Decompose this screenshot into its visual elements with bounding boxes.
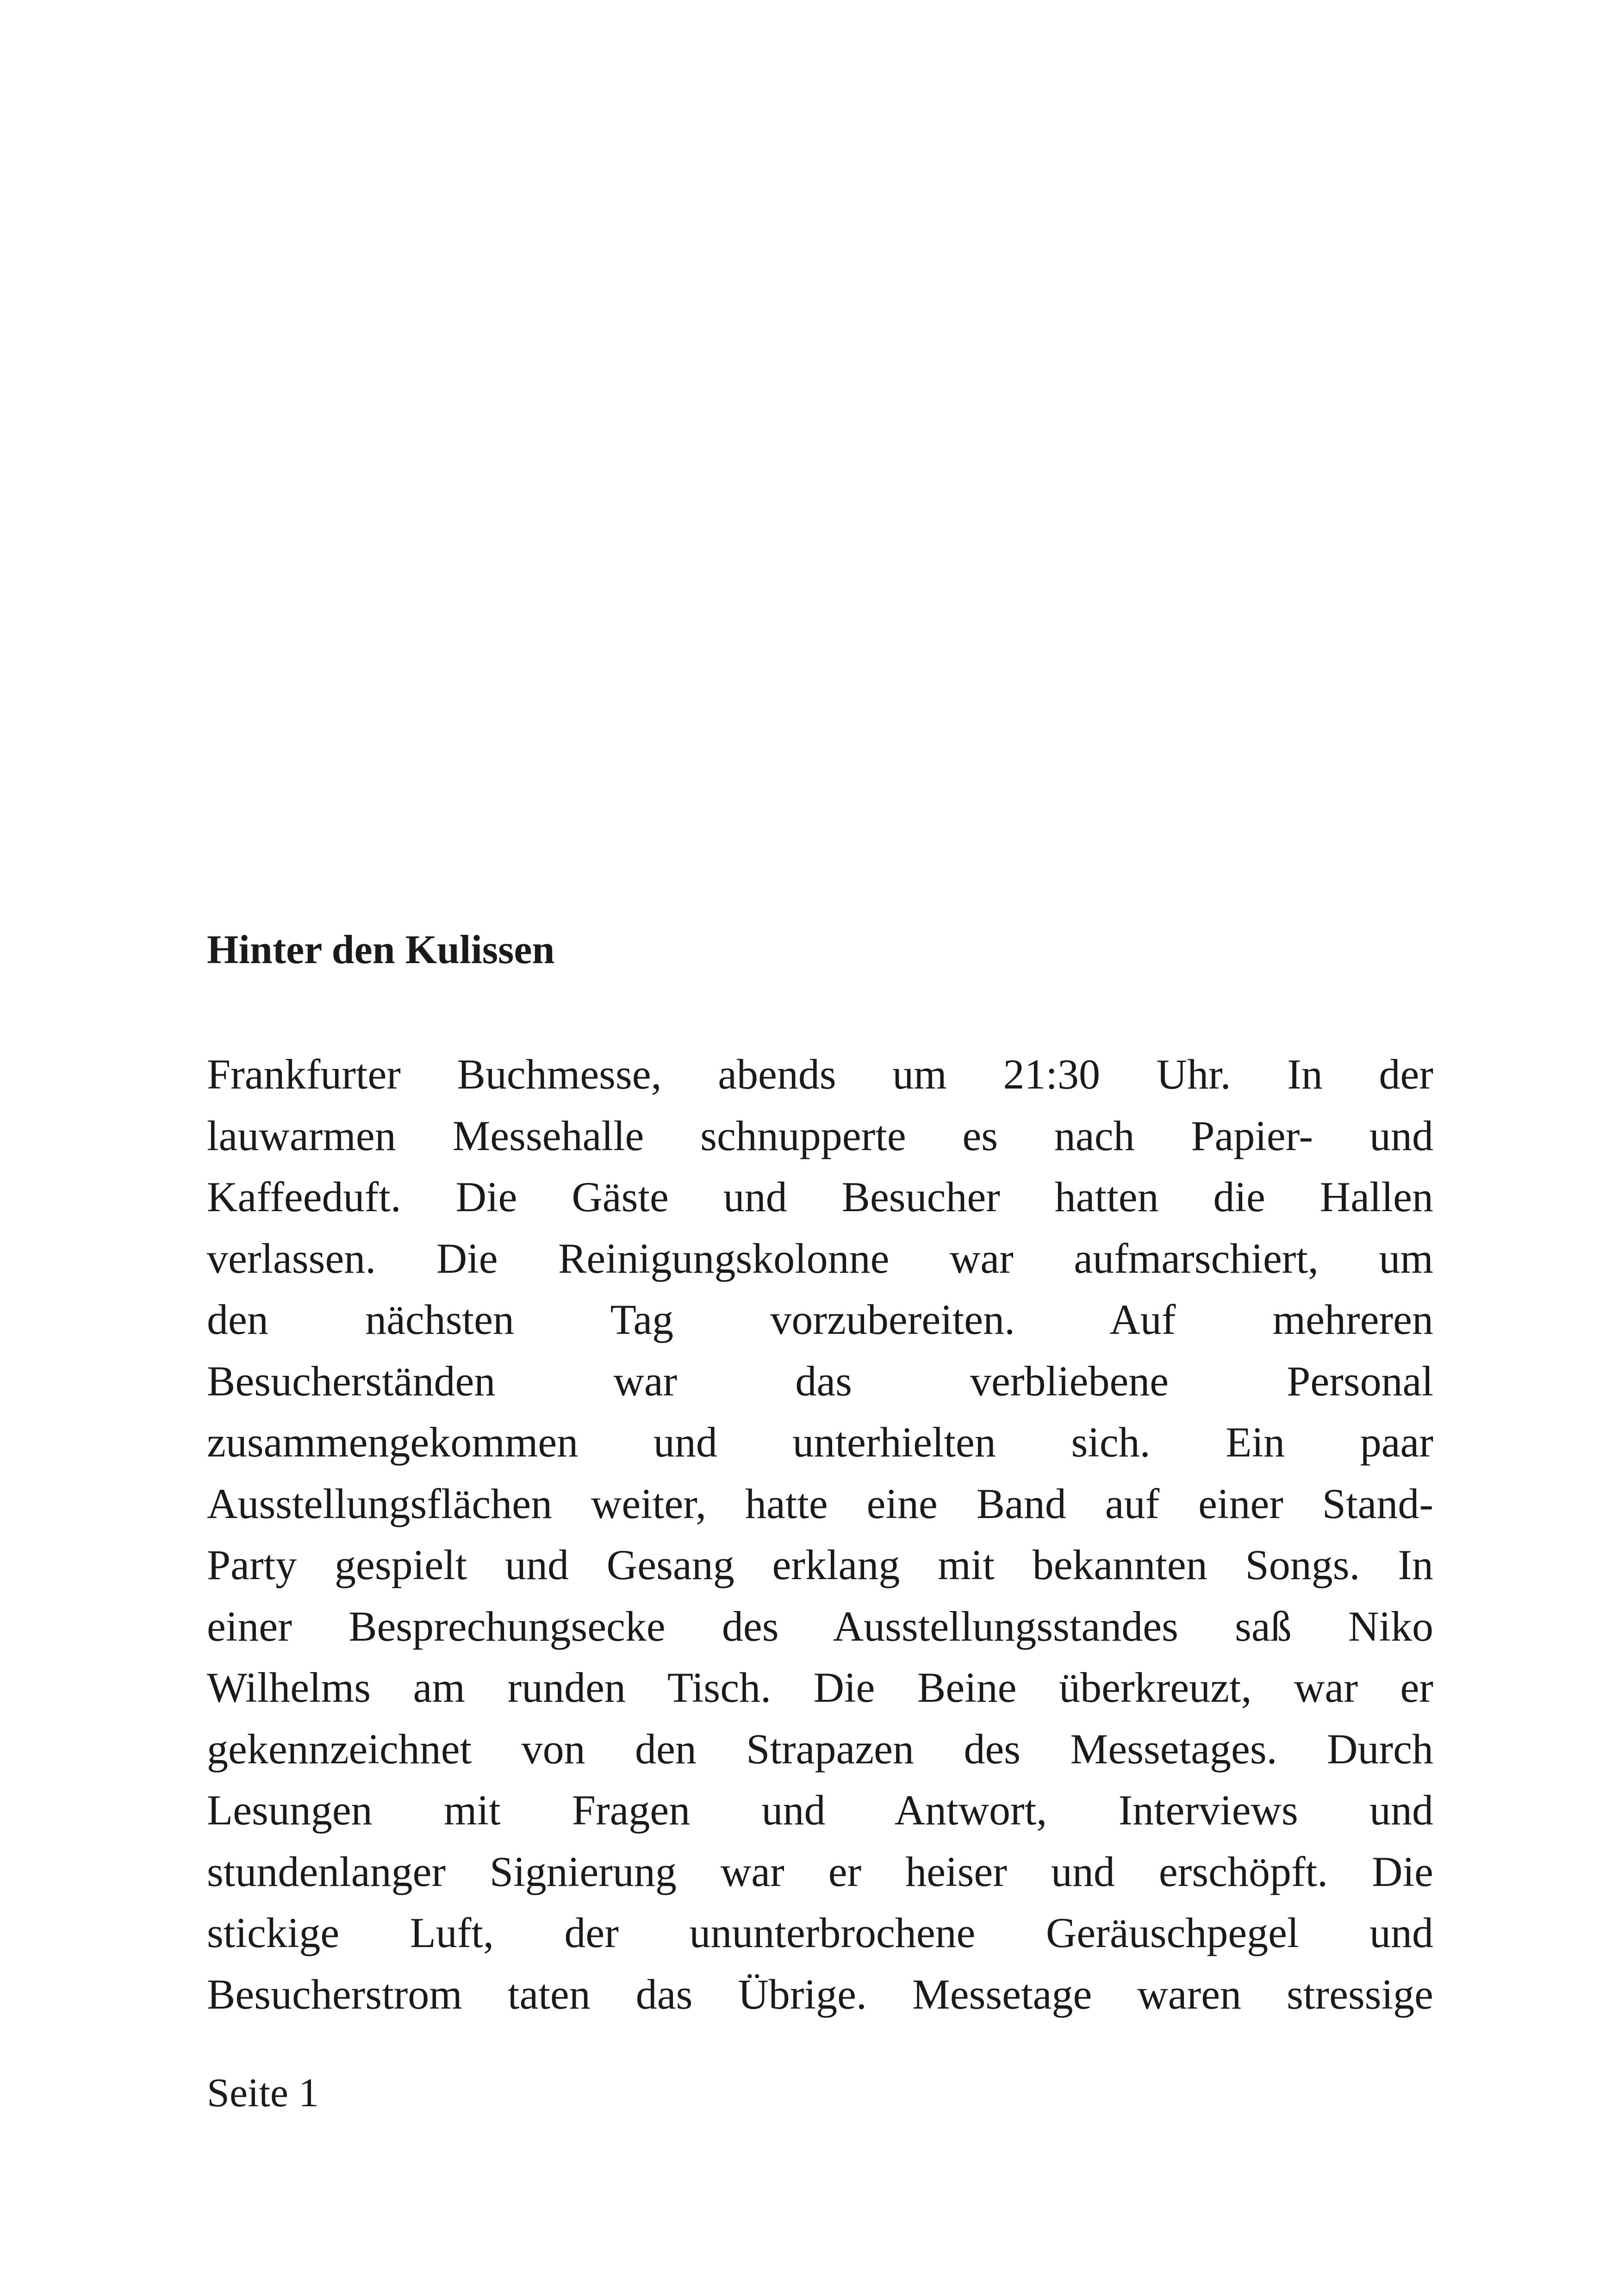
text-line: Kaffeeduft. Die Gäste und Besucher hatten die Hallen	[207, 1173, 1433, 1220]
text-line: den nächsten Tag vorzubereiten. Auf mehreren	[207, 1296, 1433, 1343]
text-line: Ausstellungsflächen weiter, hatte eine Band auf einer Stand-	[207, 1480, 1433, 1527]
page-number: Seite 1	[207, 2071, 319, 2116]
text-line: Party gespielt und Gesang erklang mit bekannten Songs. In	[207, 1541, 1433, 1588]
body-paragraph	[207, 1044, 1433, 2025]
text-line: Frankfurter Buchmesse, abends um 21:30 Uhr. In der	[207, 1051, 1433, 1098]
text-line: zusammengekommen und unterhielten sich. Ein paar	[207, 1419, 1433, 1466]
text-line: Besucherständen war das verbliebene Personal	[207, 1357, 1433, 1405]
text-line: lauwarmen Messehalle schnupperte es nach Papier- und	[207, 1112, 1433, 1159]
text-line: stickige Luft, der ununterbrochene Geräuschpegel und	[207, 1909, 1433, 1956]
text-line: einer Besprechungsecke des Ausstellungsstandes saß Niko	[207, 1602, 1433, 1650]
text-line: Wilhelms am runden Tisch. Die Beine überkreuzt, war er	[207, 1664, 1433, 1711]
text-line: Lesungen mit Fragen und Antwort, Interviews und	[207, 1786, 1433, 1834]
text-line: verlassen. Die Reinigungskolonne war aufmarschiert, um	[207, 1234, 1433, 1282]
chapter-title: Hinter den Kulissen	[207, 927, 555, 972]
text-line: gekennzeichnet von den Strapazen des Messetages. Durch	[207, 1725, 1433, 1773]
text-line: Besucherstrom taten das Übrige. Messetage waren stressige	[207, 1970, 1433, 2018]
text-line: stundenlanger Signierung war er heiser und erschöpft. Die	[207, 1848, 1433, 1895]
